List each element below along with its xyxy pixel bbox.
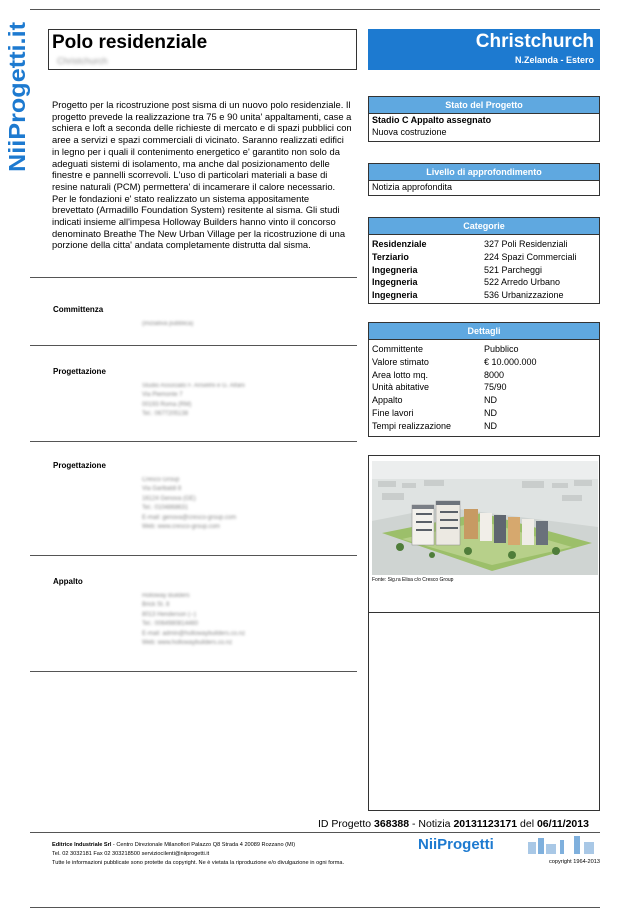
divider [30,277,357,278]
page-title: Polo residenziale [52,32,208,53]
dettagli-row: Tempi realizzazione ND [372,420,497,431]
city-name: Christchurch [475,31,594,52]
appalto-details: Holloway Builders Brick St. 8 8013 Henderson (--) Tel.: 0064980814460 E-mail: admin@hollowaybuilders.co.nz Web: www.hollowaybuilders.co.nz [142,593,246,647]
footer-notice: Tutte le informazioni pubblicate sono protette da copyright. Ne è vietata la riproduzione e/o divulgazione in ogni forma. [52,860,345,866]
divider [30,441,357,442]
section-title-progettazione-2: Progettazione [53,461,106,470]
publish-date: 06/11/2013 [536,818,589,830]
project-id-line: ID Progetto 368388 - Notizia 20131123171 del 06/11/2013 [318,818,589,830]
dettagli-panel [368,322,600,437]
section-title-committenza: Committenza [53,305,104,314]
niiprogetti-logo-vertical[interactable] [0,22,38,172]
footer-logo-text: NiiProgetti [418,836,494,853]
notizia-id: 20131123171 [453,818,518,830]
categorie-row: Terziario 224 Spazi Commerciali [372,251,577,262]
copyright: copyright 1964-2013 [548,859,600,865]
committenza-details: (Iniziativa pubblica) [142,321,194,327]
section-title-progettazione-1: Progettazione [53,367,106,376]
stato-header: Stato del Progetto [369,97,599,114]
dettagli-row: Appalto ND [372,395,497,406]
project-id: 368388 [374,818,410,830]
bottom-rule [30,907,600,908]
image-panel [368,455,600,811]
page-subtitle: Christchurch [57,56,108,66]
footer-contacts: Tel. 02 3032181 Fax 02 303218500 serviziocilenti@niiprogetti.it [52,851,210,857]
livello-panel [368,163,600,196]
location-box [368,29,600,70]
categorie-row: Ingegneria 521 Parcheggi [372,264,543,275]
dettagli-row: Committente Pubblico [372,344,519,354]
section-title-appalto: Appalto [53,577,83,586]
project-description: Progetto per la ricostruzione post sisma di un nuovo polo residenziale. Il progetto prevede la realizzazione tra 75 e 90 unita' appaltamenti, case a schiera e loft a seconda delle richieste di mercato e di spazi pubblici con aree a servizi e spazi commerciali di vicinato. Saranno realizzati edifici in legno per i quali il contenimento energetico e' garantito non solo da adeguati sistemi di isolamento, ma anche dal posizionamento delle finestre e pannelli scorrevoli. L'uso di particolari materiali a base di resine naturali (PCM) permettera' di incamerare il calore necessario. Per le fondazioni e' stato realizzato un sistema appositamente brevettato (Armadillo Foundation System) resitente al sisma. Gli studi indicati insieme all'impesa Holloway Builders hanno vinto il concorso denominato Breathe The New Urban Village per la ricostruzione di una porzione della citta' andata completamente distrutta dal sisma. [52,99,352,251]
region-name: N.Zelanda - Estero [514,55,594,65]
categorie-row: Ingegneria 522 Arredo Urbano [372,277,561,288]
stato-phase: Stadio C Appalto assegnato [372,115,492,125]
image-caption: Fonte: Sig.ra Elisa c/o Cresco Group [372,577,454,583]
divider [30,345,357,346]
skyline-icon [526,836,600,854]
divider [30,555,357,556]
divider [30,671,357,672]
categorie-panel [368,217,600,304]
progettazione-2-details: Cresco Group Via Garibaldi 8 16124 Genova (GE) Tel.: 0104868631 E-mail: genova@cresco-group.com Web: www.cresco-group.com [142,477,237,531]
dettagli-row: Fine lavori ND [372,407,497,418]
stato-type: Nuova costruzione [372,126,447,137]
top-rule [30,9,600,10]
image-divider [369,612,599,613]
categorie-row: Ingegneria 536 Urbanizzazione [372,290,564,301]
dettagli-row: Area lotto mq. 8000 [372,369,505,380]
vertical-logo-text: NiiProgetti.it [4,35,30,172]
dettagli-row: Unità abitative 75/90 [372,382,507,393]
project-rendering-image[interactable] [372,461,598,575]
niiprogetti-footer-logo[interactable] [418,836,600,870]
livello-value: Notizia approfondita [372,182,453,192]
title-box [48,29,357,70]
dettagli-header: Dettagli [369,323,599,340]
progettazione-1-details: Studio Associato F. Anselmi e G. Alfani Via Piemonte 7 00193 Roma (RM) Tel.: 0677205138 [142,383,245,418]
footer-rule [30,832,600,833]
footer-address: Editrice Industriale Srl - Centro Direzionale Milanofiori Palazzo Q8 Strada 4 20089 Rozzano (MI) [52,842,296,848]
stato-panel [368,96,600,142]
categorie-row: Residenziale 327 Poli Residenziali [372,239,568,249]
dettagli-row: Valore stimato € 10.000.000 [372,356,537,367]
categorie-header: Categorie [369,218,599,235]
livello-header: Livello di approfondimento [369,164,599,181]
